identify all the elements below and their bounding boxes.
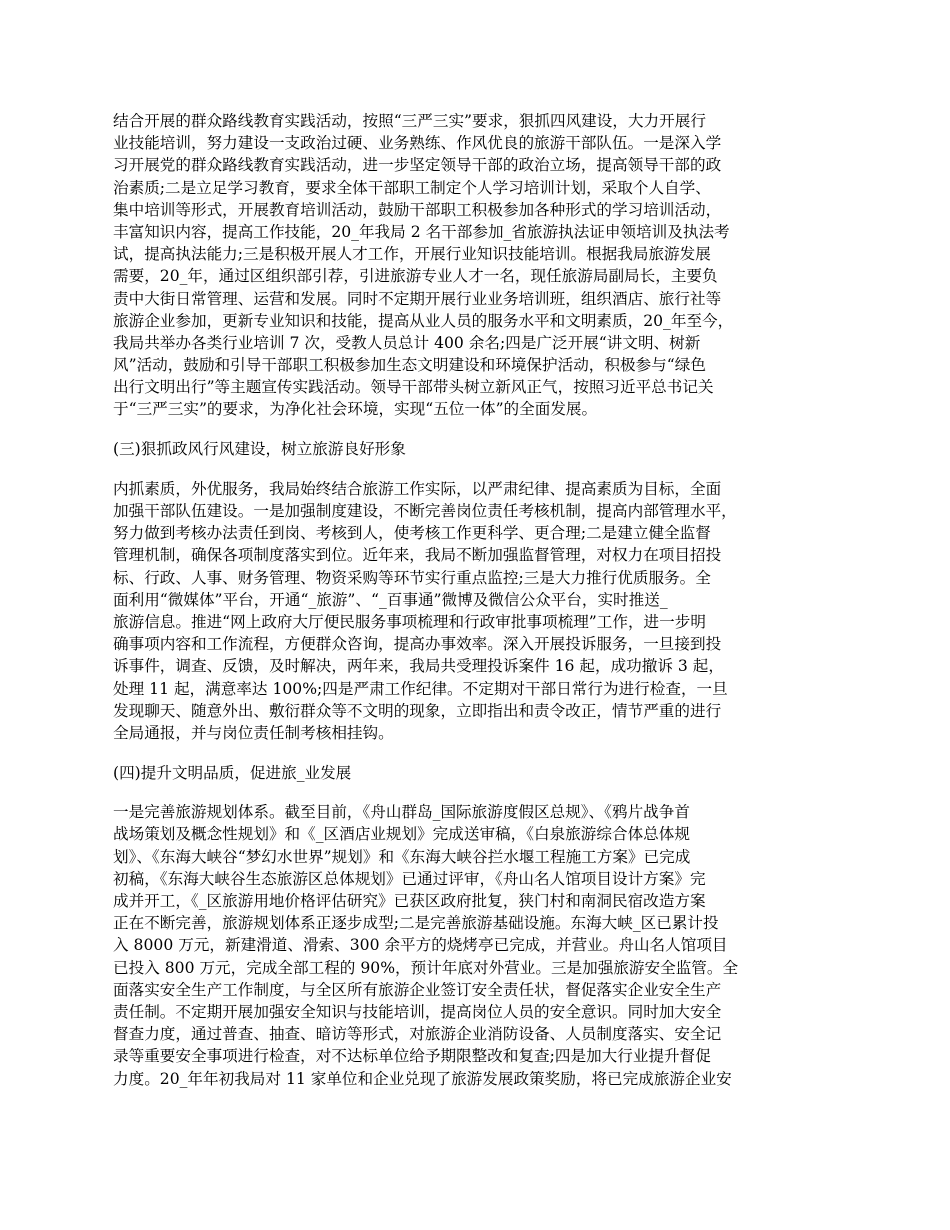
text-line: 划》、《东海大峡谷“梦幻水世界”规划》和《东海大峡谷拦水堰工程施工方案》已完成 (113, 847, 691, 866)
text-line: 战场策划及概念性规划》和《_区酒店业规划》完成送审稿，《白泉旅游综合体总体规 (113, 825, 690, 844)
text-line: 于“三严三实”的要求，为净化社会环境，实现“五位一体”的全面发展。 (113, 400, 598, 419)
text-line: 一是完善旅游规划体系。截至目前，《舟山群岛_国际旅游度假区总规》、《鸦片战争首 (113, 803, 690, 822)
text-line: 确事项内容和工作流程，方便群众咨询，提高办事效率。深入开展投诉服务，一旦接到投 (113, 635, 722, 654)
text-line: 管理机制，确保各项制度落实到位。近年来，我局不断加强监督管理，对权力在项目招投 (113, 546, 722, 565)
text-line: 试，提高执法能力;三是积极开展人才工作，开展行业知识技能培训。根据我局旅游发展 (113, 245, 711, 264)
text-line: 初稿，《东海大峡谷生态旅游区总体规划》已通过评审，《舟山名人馆项目设计方案》完 (113, 869, 706, 888)
text-line: 需要，20_年，通过区组织部引荐，引进旅游专业人才一名，现任旅游局副局长，主要负 (113, 267, 718, 286)
text-line: 标、行政、人事、财务管理、物资采购等环节实行重点监控;三是大力推行优质服务。全 (113, 568, 711, 587)
paragraph-work-style (113, 478, 845, 744)
text-line: 出行文明出行”等主题宣传实践活动。领导干部带头树立新风正气，按照习近平总书记关 (113, 378, 714, 397)
paragraph-tourism-development (113, 801, 845, 1089)
text-line: 旅游信息。推进“网上政府大厅便民服务事项梳理和行政审批事项梳理”工作，进一步明 (113, 612, 706, 631)
text-line: 旅游企业参加，更新专业知识和技能，提高从业人员的服务水平和文明素质，20_年至今， (113, 311, 734, 330)
section-heading-4: (四)提升文明品质，促进旅_业发展 (113, 763, 352, 782)
section-heading-3: (三)狠抓政风行风建设，树立旅游良好形象 (113, 440, 406, 459)
text-line: 录等重要安全事项进行检查，对不达标单位给予期限整改和复查;四是加大行业提升督促 (113, 1047, 711, 1066)
text-line: 力度。20_年年初我局对 11 家单位和企业兑现了旅游发展政策奖励，将已完成旅游企业安 (113, 1069, 732, 1088)
text-line: 集中培训等形式，开展教育培训活动，鼓励干部职工积极参加各种形式的学习培训活动， (113, 200, 722, 219)
text-line: 诉事件，调查、反馈，及时解决，两年来，我局共受理投诉案件 16 起，成功撤诉 3 起， (113, 657, 724, 676)
text-line: 丰富知识内容，提高工作技能，20_年我局 2 名干部参加_省旅游执法证申领培训及执法考 (113, 222, 730, 241)
text-line: 风”活动，鼓励和引导干部职工积极参加生态文明建设和环境保护活动，积极参与“绿色 (113, 356, 706, 375)
text-line: 加强干部队伍建设。一是加强制度建设，不断完善岗位责任考核机制，提高内部管理水平， (113, 502, 737, 520)
text-line: 督查力度，通过普查、抽查、暗访等形式，对旅游企业消防设备、人员制度落实、安全记 (113, 1025, 722, 1044)
text-line: 我局共举办各类行业培训 7 次，受教人员总计 400 余名;四是广泛开展“讲文明、树新 (113, 333, 701, 352)
text-line: 全局通报，并与岗位责任制考核相挂钩。 (113, 723, 394, 742)
text-line: 处理 11 起，满意率达 100%;四是严肃工作纪律。不定期对干部日常行为进行检查，一旦 (113, 679, 728, 698)
text-line: 面利用“微媒体”平台，开通“_旅游”、“_百事通”微博及微信公众平台，实时推送_ (113, 590, 668, 609)
text-line: 内抓素质，外优服务，我局始终结合旅游工作实际，以严肃纪律、提高素质为目标，全面 (113, 479, 722, 498)
text-line: 已投入 800 万元，完成全部工程的 90%，预计年底对外营业。三是加强旅游安全监管。全 (113, 958, 739, 977)
text-line: 面落实安全生产工作制度，与全区所有旅游企业签订安全责任状，督促落实企业安全生产 (113, 980, 722, 999)
text-line: 入 8000 万元，新建滑道、滑索、300 余平方的烧烤亭已完成，并营业。舟山名人馆项目 (113, 936, 728, 955)
text-line: 业技能培训，努力建设一支政治过硬、业务熟练、作风优良的旅游干部队伍。一是深入学 (113, 134, 722, 153)
text-line: 正在不断完善，旅游规划体系正逐步成型;二是完善旅游基础设施。东海大峡_区已累计投 (113, 914, 719, 933)
paragraph-talent-training (113, 110, 845, 421)
text-line: 责任制。不定期开展加强安全知识与技能培训，提高岗位人员的安全意识。同时加大安全 (113, 1002, 722, 1021)
text-line: 发现聊天、随意外出、敷衍群众等不文明的现象，立即指出和责令改正，情节严重的进行 (113, 701, 722, 720)
text-line: 努力做到考核办法责任到岗、考核到人，使考核工作更科学、更合理;二是建立健全监督 (113, 524, 711, 543)
text-line: 习开展党的群众路线教育实践活动，进一步坚定领导干部的政治立场，提高领导干部的政 (113, 156, 722, 175)
text-line: 成并开工，《_区旅游用地价格评估研究》已获区政府批复，狭门村和南洞民宿改造方案 (113, 892, 706, 910)
text-line: 治素质;二是立足学习教育，要求全体干部职工制定个人学习培训计划，采取个人自学、 (113, 178, 711, 197)
document-body (113, 110, 845, 1107)
text-line: 责中大街日常管理、运营和发展。同时不定期开展行业业务培训班，组织酒店、旅行社等 (113, 289, 722, 308)
text-line: 结合开展的群众路线教育实践活动，按照“三严三实”要求，狠抓四风建设，大力开展行 (113, 112, 706, 130)
